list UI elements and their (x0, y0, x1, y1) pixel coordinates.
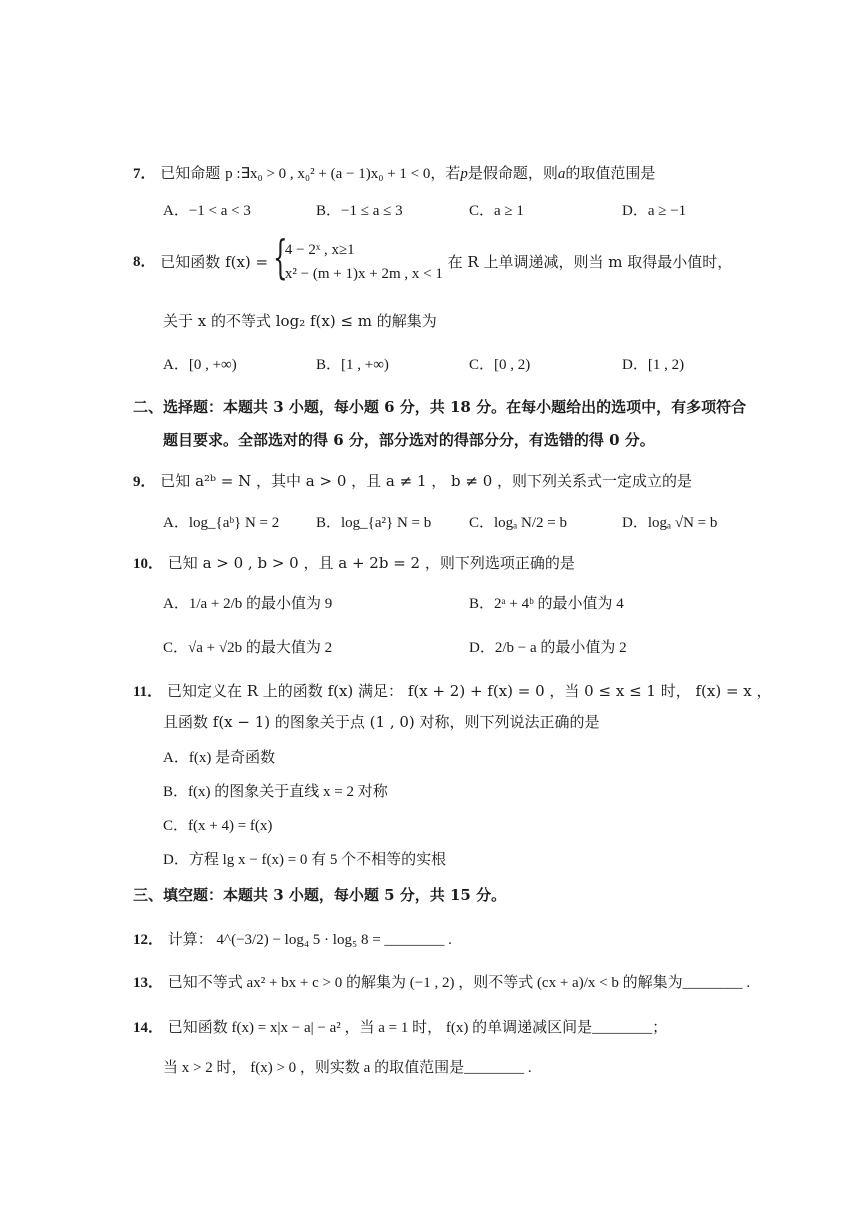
option-a: A．log_{aᵇ} N = 2 (163, 515, 280, 531)
question-11 (133, 681, 772, 702)
question-7 (133, 163, 655, 184)
question-number: 13． (133, 975, 164, 991)
option-b: B．log_{a²} N = b (316, 515, 432, 531)
option-d: D．a ≥ −1 (622, 203, 687, 219)
question-8 (133, 230, 733, 286)
option-b: B．2ᵃ + 4ᵇ 的最小值为 4 (469, 596, 624, 612)
question-9 (133, 471, 692, 492)
option-d: D．[1 , 2) (622, 357, 685, 373)
question-text-suffix: ，若 (430, 164, 461, 182)
question-13 (133, 972, 750, 993)
question-text: 已知函数 f(x) = x|x − a| − a² ，当 a = 1 时， f(x) 的单调递减区间是________； (167, 1020, 668, 1036)
question-number: 12． (133, 932, 164, 948)
question-10 (133, 553, 575, 574)
option-c: C．[0 , 2) (469, 357, 531, 373)
question-11-line2: 且函数 f(x − 1) 的图象关于点 (1 , 0) 对称，则下列说法正确的是 (163, 713, 600, 731)
piecewise-function (272, 230, 443, 286)
question-text: 已知 a²ᵇ = N ，其中 a > 0 ，且 a ≠ 1 ， b ≠ 0 ，则下列关系式一定成立的是 (160, 472, 693, 490)
question-14-line2: 当 x > 2 时， f(x) > 0 ，则实数 a 的取值范围是________ . (163, 1060, 532, 1076)
question-8-line2: 关于 x 的不等式 log₂ f(x) ≤ m 的解集为 (163, 312, 437, 330)
option-c: C．f(x + 4) = f(x) (163, 818, 273, 834)
question-text-suffix: 是假命题，则 (467, 164, 558, 182)
question-text: 已知定义在 R 上的函数 f(x) 满足： f(x + 2) + f(x) = 0 ，当 0 ≤ x ≤ 1 时， f(x) = x ， (166, 682, 772, 700)
question-text-suffix: 在 R 上单调递减，则当 m 取得最小值时， (447, 253, 733, 271)
section-2-heading-line2: 题目要求。全部选对的得 6 分，部分选对的得部分分，有选错的得 0 分。 (163, 431, 655, 449)
question-text: 已知 a > 0 , b > 0 ，且 a + 2b = 2 ，则下列选项正确的是 (167, 554, 575, 572)
option-a: A．1/a + 2/b 的最小值为 9 (163, 596, 333, 612)
section-3-heading: 三、填空题：本题共 3 小题，每小题 5 分，共 15 分。 (133, 886, 507, 904)
option-b: B．f(x) 的图象关于直线 x = 2 对称 (163, 784, 388, 800)
option-c: C．a ≥ 1 (469, 203, 524, 219)
question-number: 9． (133, 474, 156, 490)
option-b: B．−1 ≤ a ≤ 3 (316, 203, 403, 219)
proposition-formula: p :∃x₀ > 0 , x₀² + (a − 1)x₀ + 1 < 0 (225, 166, 431, 182)
option-c: C．√a + √2b 的最大值为 2 (163, 640, 333, 656)
option-c: C．logₐ N/2 = b (469, 515, 567, 531)
piecewise-case-1: 4 − 2ˣ , x≥1 (284, 242, 355, 258)
question-text: 已知不等式 ax² + bx + c > 0 的解集为 (−1 , 2) ，则不等式 (cx + a)/x < b 的解集为________ . (167, 975, 751, 991)
question-text-suffix: 的取值范围是 (565, 164, 656, 182)
option-d: D．logₐ √N = b (622, 515, 718, 531)
question-12 (133, 929, 452, 950)
option-a: A．[0 , +∞) (163, 357, 237, 373)
option-b: B．[1 , +∞) (316, 357, 389, 373)
question-number: 14． (133, 1020, 164, 1036)
option-d: D．方程 lg x − f(x) = 0 有 5 个不相等的实根 (163, 852, 447, 868)
brace-symbol: { (272, 230, 288, 284)
question-number: 10． (133, 556, 164, 572)
option-a: A．f(x) 是奇函数 (163, 750, 276, 766)
question-text: 已知函数 f(x) = (160, 253, 269, 271)
question-number: 7． (133, 166, 156, 182)
section-2-heading: 二、选择题：本题共 3 小题，每小题 6 分，共 18 分。在每小题给出的选项中，有多项符合 (133, 398, 747, 416)
option-d: D．2/b − a 的最小值为 2 (469, 640, 627, 656)
question-14 (133, 1017, 667, 1038)
variable-p: p (460, 166, 468, 182)
piecewise-case-2: x² − (m + 1)x + 2m , x < 1 (284, 266, 443, 282)
question-number: 11． (133, 684, 163, 700)
question-text: 计算： 4^(−3/2) − log₄ 5 · log₅ 8 = ________ . (167, 932, 452, 948)
variable-a: a (557, 166, 566, 182)
question-number: 8． (133, 254, 156, 270)
question-text: 已知命题 (160, 164, 221, 182)
option-a: A．−1 < a < 3 (163, 203, 251, 219)
